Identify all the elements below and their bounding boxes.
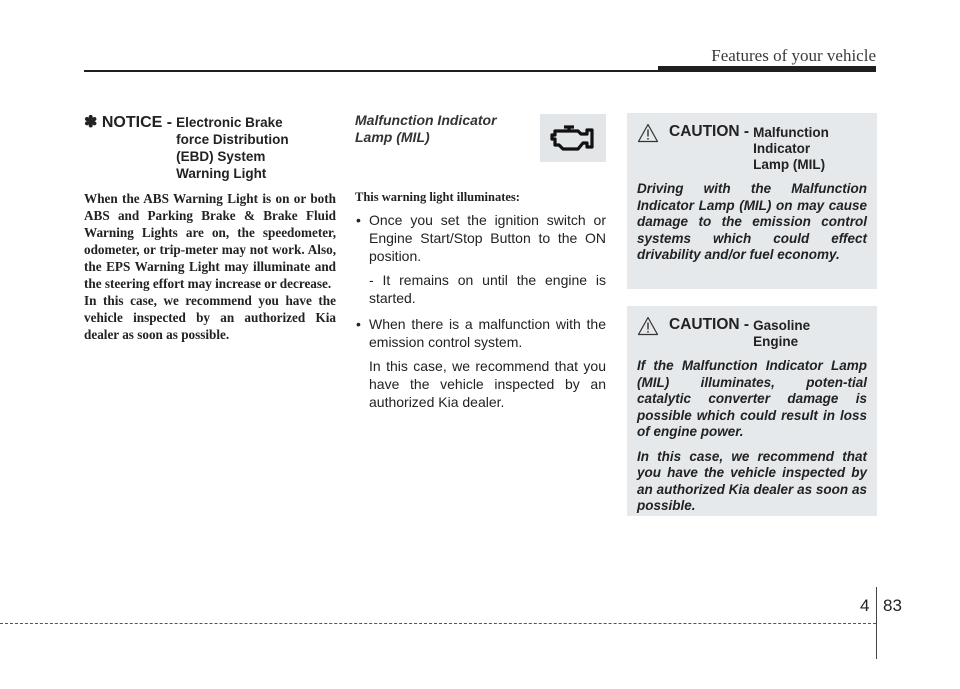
caution-subtitle [753, 125, 829, 173]
mil-bullet-list [355, 211, 606, 411]
caution-subtitle-line: Malfunction [753, 125, 829, 140]
section-number: 4 [860, 596, 870, 615]
mil-lead-text: This warning light illuminates: [355, 190, 520, 204]
header-tab-bar [658, 66, 876, 72]
notice-prefix: ✽ NOTICE - [84, 114, 173, 131]
warning-triangle-icon [637, 123, 659, 143]
caution-box-gasoline [627, 306, 877, 516]
footer-dashed-rule [0, 623, 876, 624]
mil-bullet-2: • When there is a malfunction with the emission control system. [369, 316, 606, 350]
notice-paragraph-2: In this case, we recommend you have the vehicle inspected by an authorized Kia dealer as soon as possible. [84, 293, 336, 342]
mil-bullet-1-sub: - It remains on until the engine is started. [369, 272, 606, 306]
engine-icon-graphic [550, 121, 596, 155]
caution-prefix: CAUTION - [669, 123, 750, 140]
page-number: 83 [883, 596, 902, 615]
list-item [355, 211, 606, 307]
caution-box-mil [627, 113, 877, 289]
engine-icon [540, 114, 606, 162]
caution-subtitle-line: Gasoline [753, 318, 811, 333]
notice-subtitle-line: (EBD) System [176, 149, 266, 164]
header-rule [84, 70, 658, 72]
notice-paragraph-1: When the ABS Warning Light is on or both ABS and Parking Brake & Brake Fluid Warning Lights are on, the speedometer, odometer, or trip-meter may not work. Also, the EPS Warning Light may illuminate and the steering effort may increase or decrease. [84, 191, 336, 291]
notice-heading [84, 112, 336, 182]
caution-subtitle [753, 318, 810, 350]
notice-section [84, 112, 336, 343]
caution-subtitle-line: Indicator [753, 141, 811, 156]
running-header-title: Features of your vehicle [711, 46, 876, 65]
notice-subtitle-line: Warning Light [176, 166, 267, 181]
notice-subtitle [176, 114, 289, 182]
mil-bullet-1: • Once you set the ignition switch or Engine Start/Stop Button to the ON position. [369, 212, 606, 264]
mil-bullet-2-sub: In this case, we recommend that you have the vehicle inspected by an authorized Kia dealer. [369, 358, 606, 410]
caution-body: Driving with the Malfunction Indicator Lamp (MIL) on may cause damage to the emission control systems which could effect drivability and/or fuel economy. [637, 181, 867, 262]
caution-subtitle-line: Engine [753, 334, 799, 349]
caution-heading [637, 123, 867, 173]
mil-section [355, 112, 606, 411]
mil-heading-line: Lamp (MIL) [355, 129, 430, 145]
caution-subtitle-line: Lamp (MIL) [753, 157, 826, 172]
mil-heading-line: Malfunction Indicator [355, 112, 497, 128]
caution-heading [637, 316, 867, 350]
notice-subtitle-line: force Distribution [176, 132, 289, 147]
notice-subtitle-line: Electronic Brake [176, 115, 283, 130]
list-item [355, 315, 606, 411]
caution-body-2: In this case, we recommend that you have the vehicle inspected by an authorized Kia dealer as soon as possible. [637, 448, 867, 513]
warning-triangle-icon [637, 316, 659, 336]
mil-heading [355, 112, 525, 146]
caution-body-1: If the Malfunction Indicator Lamp (MIL) illuminates, poten-tial catalytic converter damage is possible which could result in loss of engine power. [637, 358, 867, 439]
caution-prefix: CAUTION - [669, 316, 750, 333]
footer-divider [876, 587, 877, 659]
